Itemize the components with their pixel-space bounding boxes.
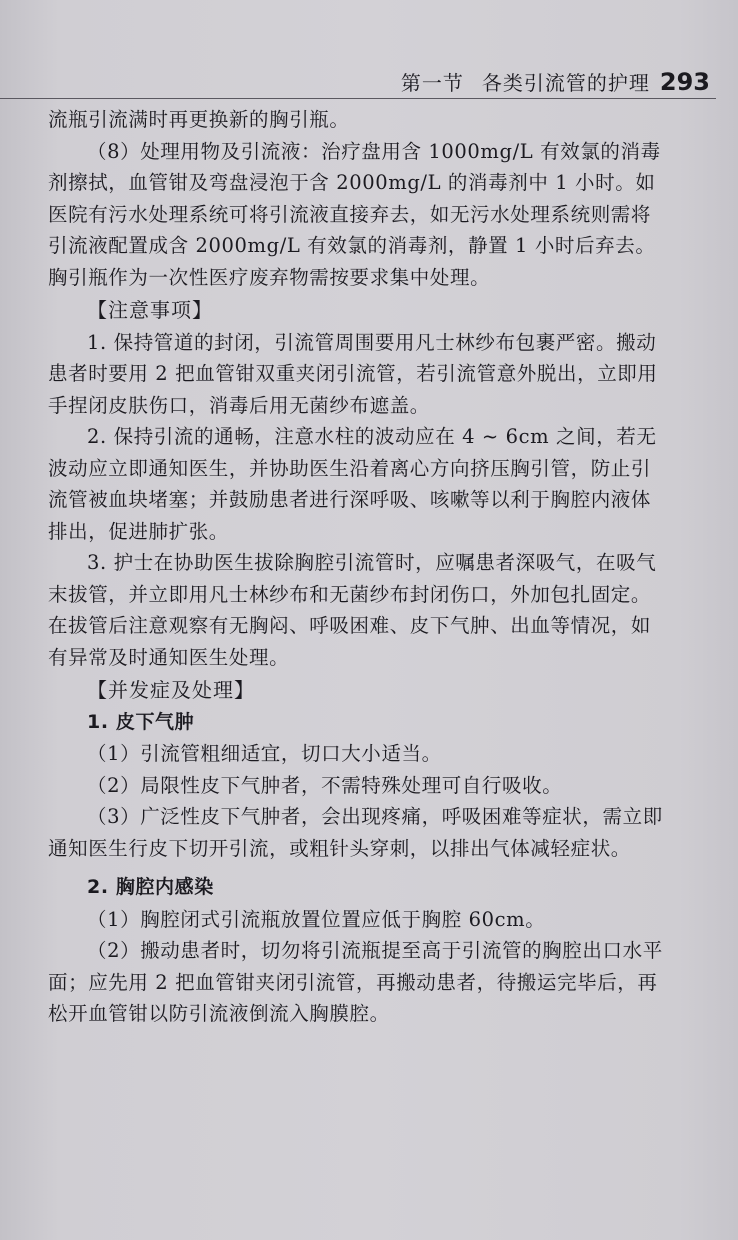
emphysema-item-1: （1）引流管粗细适宜，切口大小适当。	[87, 742, 442, 765]
precaution-3: 3. 护士在协助医生拔除胸腔引流管时，应嘱患者深吸气，在吸气末拔管，并立即用凡士林纱布和无菌纱布封闭伤口，外加包扎固定。在拔管后注意观察有无胸闷、呼吸困难、皮下气肿、出血等情况，如有异常及时通知医生处理。	[48, 551, 657, 669]
heading-precautions: 【注意事项】	[87, 298, 213, 322]
spacer	[48, 864, 670, 872]
infection-item-1: （1）胸腔闭式引流瓶放置位置应低于胸腔 60cm。	[87, 907, 546, 931]
running-head	[401, 56, 710, 96]
precaution-2: 2. 保持引流的通畅，注意水柱的波动应在 4 ~ 6cm 之间，若无波动应立即通知医生，并协助医生沿着离心方向挤压胸引管，防止引流管被血块堵塞；并鼓励患者进行深呼吸、咳嗽等以利于胸腔内液体排出，促进肺扩张。	[48, 425, 657, 543]
paragraph-item-8: （8）处理用物及引流液：治疗盘用含 1000mg/L 有效氯的消毒剂擦拭，血管钳及弯盘浸泡于含 2000mg/L 的消毒剂中 1 小时。如医院有污水处理系统可将引流液直接弃去，如无污水处理系统则需将引流液配置成含 2000mg/L 有效氯的消毒剂，静置 1 小时后弃去。胸引瓶作为一次性医疗废弃物需按要求集中处理。	[48, 139, 661, 289]
paragraph-continuation: 流瓶引流满时再更换新的胸引瓶。	[48, 108, 350, 131]
page-body	[48, 104, 670, 1030]
chapter-title: 各类引流管的护理	[481, 71, 650, 95]
subheading-intrathoracic-infection: 2. 胸腔内感染	[87, 876, 214, 898]
precaution-1: 1. 保持管道的封闭，引流管周围要用凡士林纱布包裹严密。搬动患者时要用 2 把血管钳双重夹闭引流管，若引流管意外脱出，立即用手捏闭皮肤伤口，消毒后用无菌纱布遮盖。	[48, 330, 658, 417]
infection-item-2: （2）搬动患者时，切勿将引流瓶提至高于引流管的胸腔出口水平面；应先用 2 把血管钳夹闭引流管，再搬动患者，待搬运完毕后，再松开血管钳以防引流液倒流入胸膜腔。	[48, 939, 663, 1025]
emphysema-item-2: （2）局限性皮下气肿者，不需特殊处理可自行吸收。	[87, 773, 563, 797]
heading-complications: 【并发症及处理】	[87, 678, 255, 702]
page-number: 293	[659, 68, 710, 96]
emphysema-item-3: （3）广泛性皮下气肿者，会出现疼痛，呼吸困难等症状，需立即通知医生行皮下切开引流，或粗针头穿刺，以排出气体减轻症状。	[48, 805, 663, 860]
subheading-subcutaneous-emphysema: 1. 皮下气肿	[87, 710, 195, 733]
section-label: 第一节	[400, 71, 464, 95]
header-rule	[0, 98, 716, 99]
